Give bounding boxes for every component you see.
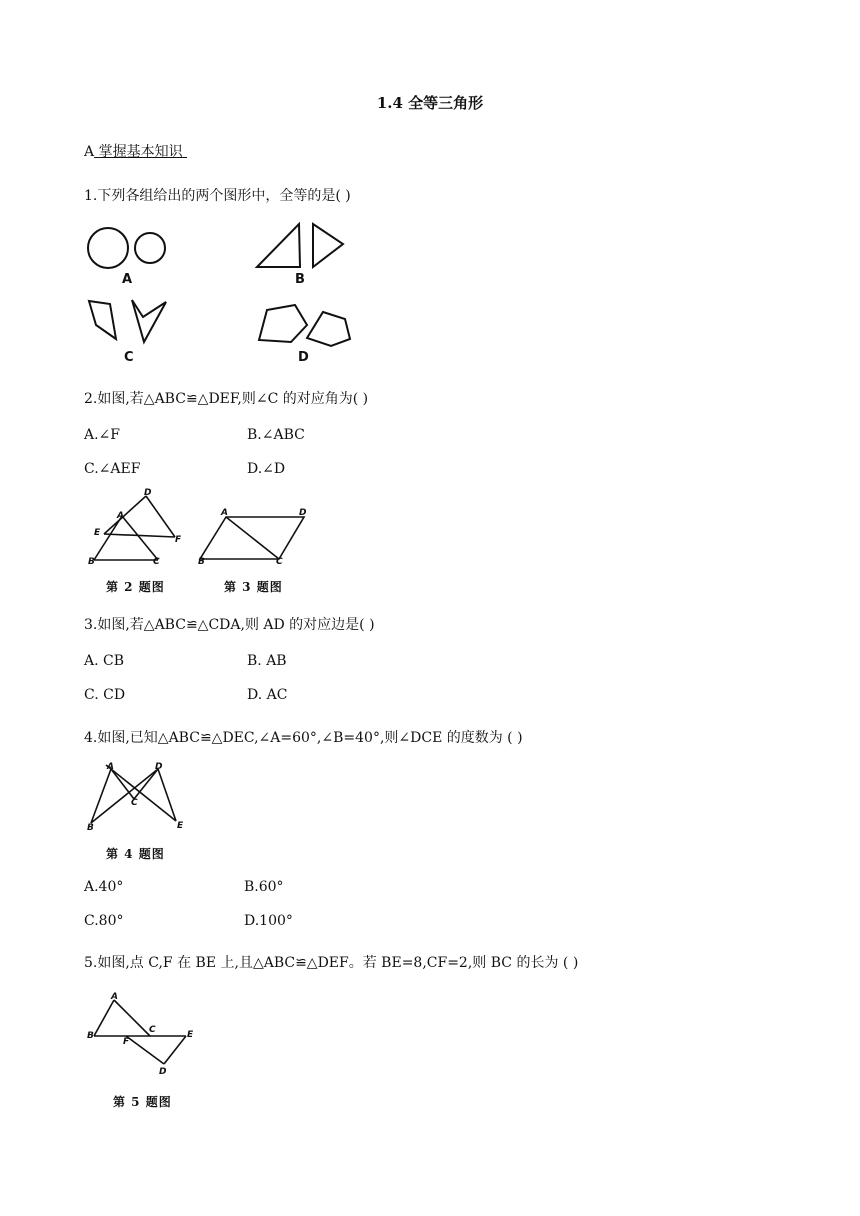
q5-point-f: F (123, 1037, 130, 1047)
q3-figure (196, 506, 316, 566)
page-title: 1.4 全等三角形 (376, 94, 484, 112)
q5-point-a: A (111, 992, 118, 1002)
q2-option-d: D.∠D (247, 461, 286, 477)
q5-point-c: C (149, 1025, 156, 1035)
q1-figure-a (86, 226, 176, 276)
q2-point-d: D (144, 488, 152, 498)
q2-figure (88, 488, 188, 570)
q4-option-c: C.80° (84, 913, 124, 929)
q4-caption: 第 4 题图 (106, 847, 165, 861)
q3-option-c: C. CD (84, 687, 126, 703)
q4-point-b: B (87, 823, 94, 833)
q3-point-d: D (299, 508, 307, 518)
q4-option-d: D.100° (244, 913, 293, 929)
q3-point-b: B (198, 557, 205, 567)
q3-option-b: B. AB (247, 653, 287, 669)
section-heading (84, 141, 187, 161)
q4-point-d: D (155, 762, 163, 772)
q2-point-e: E (94, 528, 101, 538)
q4-point-a: A (107, 762, 114, 772)
q1-label-d: D (298, 350, 309, 365)
q2-caption: 第 2 题图 (106, 580, 165, 594)
q4-point-c: C (131, 798, 138, 808)
q3-caption: 第 3 题图 (224, 580, 283, 594)
question-2-text: 2.如图,若△ABC≌△DEF,则∠C 的对应角为( ) (84, 391, 369, 407)
q1-label-a: A (122, 272, 133, 287)
q4-option-b: B.60° (244, 879, 284, 895)
section-label: 掌握基本知识 (98, 144, 183, 160)
q1-figure-d (255, 302, 355, 348)
q2-option-b: B.∠ABC (247, 427, 305, 443)
q2-point-b: B (88, 557, 95, 567)
question-5-text: 5.如图,点 C,F 在 BE 上,且△ABC≌△DEF。若 BE=8,CF=2,则 BC 的长为 ( ) (84, 955, 579, 971)
q3-option-d: D. AC (247, 687, 288, 703)
q1-figure-b (254, 221, 354, 271)
q3-option-a: A. CB (84, 653, 125, 669)
q5-point-b: B (87, 1031, 94, 1041)
q5-figure (90, 994, 200, 1072)
question-4-text: 4.如图,已知△ABC≌△DEC,∠A=60°,∠B=40°,则∠DCE 的度数为 ( ) (84, 730, 523, 746)
q5-caption: 第 5 题图 (113, 1095, 172, 1109)
q5-point-e: E (187, 1030, 194, 1040)
section-letter: A (84, 144, 95, 160)
question-1-text: 1.下列各组给出的两个图形中，全等的是( ) (84, 188, 351, 204)
q2-point-f: F (175, 535, 182, 545)
q3-point-a: A (221, 508, 228, 518)
q4-option-a: A.40° (84, 879, 124, 895)
q2-point-c: C (153, 557, 160, 567)
q1-label-b: B (295, 272, 305, 287)
q1-figure-c (86, 296, 176, 346)
q5-point-d: D (159, 1067, 167, 1077)
q1-label-c: C (124, 350, 134, 365)
q4-point-e: E (177, 821, 184, 831)
q2-option-c: C.∠AEF (84, 461, 141, 477)
q3-point-c: C (276, 557, 283, 567)
question-3-text: 3.如图,若△ABC≌△CDA,则 AD 的对应边是( ) (84, 617, 375, 633)
q2-option-a: A.∠F (84, 427, 121, 443)
q2-point-a: A (117, 511, 124, 521)
